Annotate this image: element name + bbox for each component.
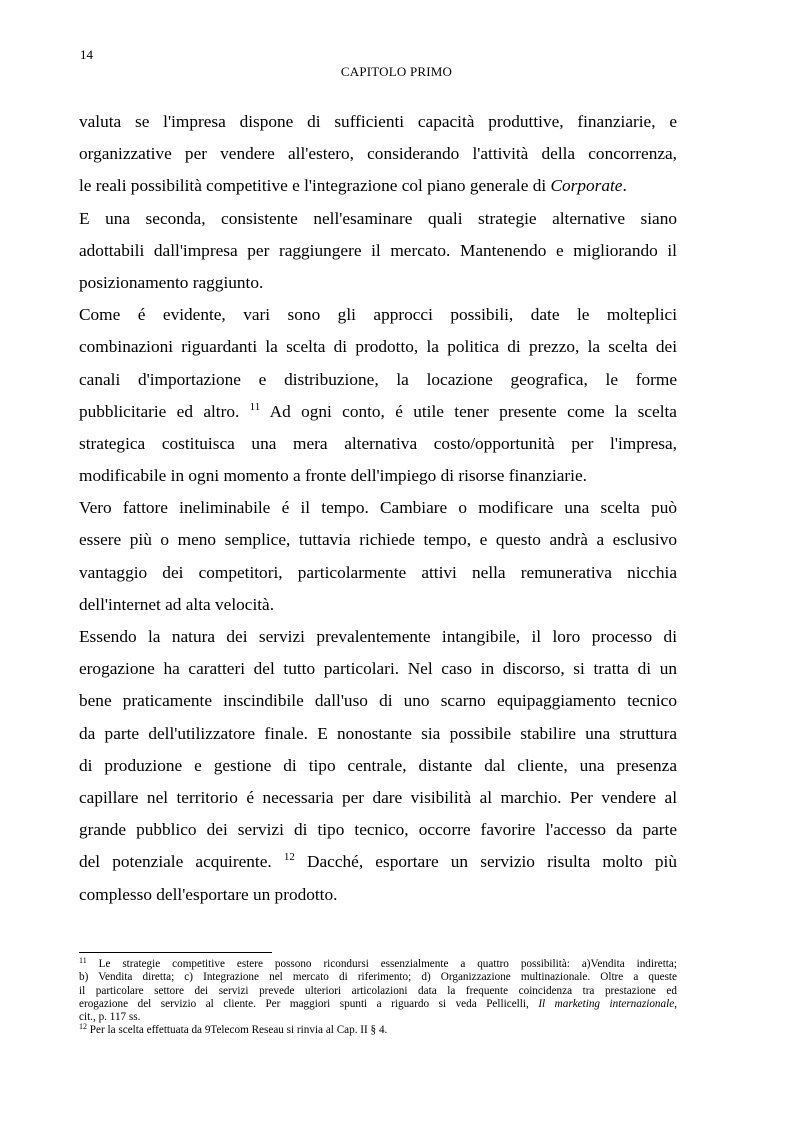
footnote-separator [79, 952, 272, 953]
body-line: Come é evidente, vari sono gli approcci possibili, date le molteplici [79, 305, 677, 325]
body-line [79, 846, 677, 878]
body-line: modificabile in ogni momento a fronte dell'impiego di risorse finanziarie. [79, 466, 587, 486]
body-line: posizionamento raggiunto. [79, 272, 264, 292]
body-line: E una seconda, consistente nell'esaminare quali strategie alternative siano [79, 208, 677, 228]
body-line: grande pubblico dei servizi di tipo tecnico, occorre favorire l'accesso da parte [79, 820, 677, 840]
body-line: dell'internet ad alta velocità. [79, 594, 275, 614]
body-line: complesso dell'esportare un prodotto. [79, 884, 338, 904]
body-line: capillare nel territorio é necessaria per dare visibilità al marchio. Per vendere al [79, 787, 677, 807]
body-line: Essendo la natura dei servizi prevalentemente intangibile, il loro processo di [79, 627, 677, 646]
body-line: erogazione ha caratteri del tutto particolari. Nel caso in discorso, si tratta di un [79, 659, 677, 679]
footnotes [79, 958, 677, 1038]
body-line: canali d'importazione e distribuzione, la locazione geografica, le forme [79, 369, 677, 389]
body-line: organizzative per vendere all'estero, considerando l'attività della concorrenza, [79, 144, 677, 164]
text-run: Le strategie competitive estere possono ricondursi essenzialmente a quattro possibilità: a)Vendita indiretta; [86, 958, 677, 970]
text-run: Per la scelta effettuata da 9Telecom Reseau si rinvia al Cap. II § 4. [87, 1024, 388, 1037]
footnote-line: cit., p. 117 ss. [79, 1011, 141, 1024]
footnote-line [79, 998, 677, 1011]
body-line: Vero fattore ineliminabile é il tempo. Cambiare o modificare una scelta può [79, 498, 677, 518]
text-run: Ad ogni conto, é utile tener presente come la scelta [260, 401, 677, 421]
footnote-number: 12 [79, 1022, 87, 1032]
body-line [79, 170, 677, 202]
body-line: adottabili dall'impresa per raggiungere il mercato. Mantenendo e migliorando il [79, 240, 677, 260]
body-line: di produzione e gestione di tipo centrale, distante dal cliente, una presenza [79, 755, 677, 775]
text-run: del potenziale acquirente. [79, 852, 284, 872]
footnote-line: b) Vendita diretta; c) Integrazione nel mercato di riferimento; d) Organizzazione multinazionale. Oltre a queste [79, 971, 677, 984]
footnote-line [79, 1024, 677, 1037]
footnote-ref[interactable]: 11 [249, 400, 261, 413]
body-line: strategica costituisca una mera alternativa costo/opportunità per l'impresa, [79, 433, 677, 453]
body-line: essere più o meno semplice, tuttavia richiede tempo, e questo andrà a esclusivo [79, 530, 677, 550]
text-run: , [674, 997, 677, 1010]
body-line: combinazioni riguardanti la scelta di prodotto, la politica di prezzo, la scelta dei [79, 337, 677, 357]
text-run: Dacché, esportare un servizio risulta molto più [294, 852, 677, 872]
text-run: erogazione del servizio al cliente. Per maggiori spunti a riguardo si veda Pellicelli, [79, 997, 539, 1010]
text-run: le reali possibilità competitive e l'integrazione col piano generale di [79, 176, 551, 196]
page-number: 14 [80, 47, 93, 62]
body-line: da parte dell'utilizzatore finale. E nonostante sia possibile stabilire una struttura [79, 723, 677, 743]
footnote-ref[interactable]: 12 [283, 851, 295, 864]
body-text [79, 106, 677, 911]
italic-title: Il marketing internazionale [538, 997, 675, 1010]
italic-term: Corporate [550, 176, 623, 196]
footnote-number: 11 [79, 956, 87, 965]
text-run: pubblicitarie ed altro. [79, 401, 250, 421]
text-run: . [622, 176, 627, 196]
body-line: valuta se l'impresa dispone di sufficienti capacità produttive, finanziarie, e [79, 112, 677, 131]
body-line: bene praticamente inscindibile dall'uso di uno scarno equipaggiamento tecnico [79, 691, 677, 711]
body-line [79, 396, 677, 428]
footnote-line: il particolare settore dei servizi prevede ulteriori articolazioni data la frequente coincidenza tra prestazione ed [79, 984, 677, 997]
body-line: vantaggio dei competitori, particolarmente attivi nella remunerativa nicchia [79, 562, 677, 582]
chapter-title: CAPITOLO PRIMO [340, 64, 453, 79]
footnote-line [79, 958, 677, 971]
